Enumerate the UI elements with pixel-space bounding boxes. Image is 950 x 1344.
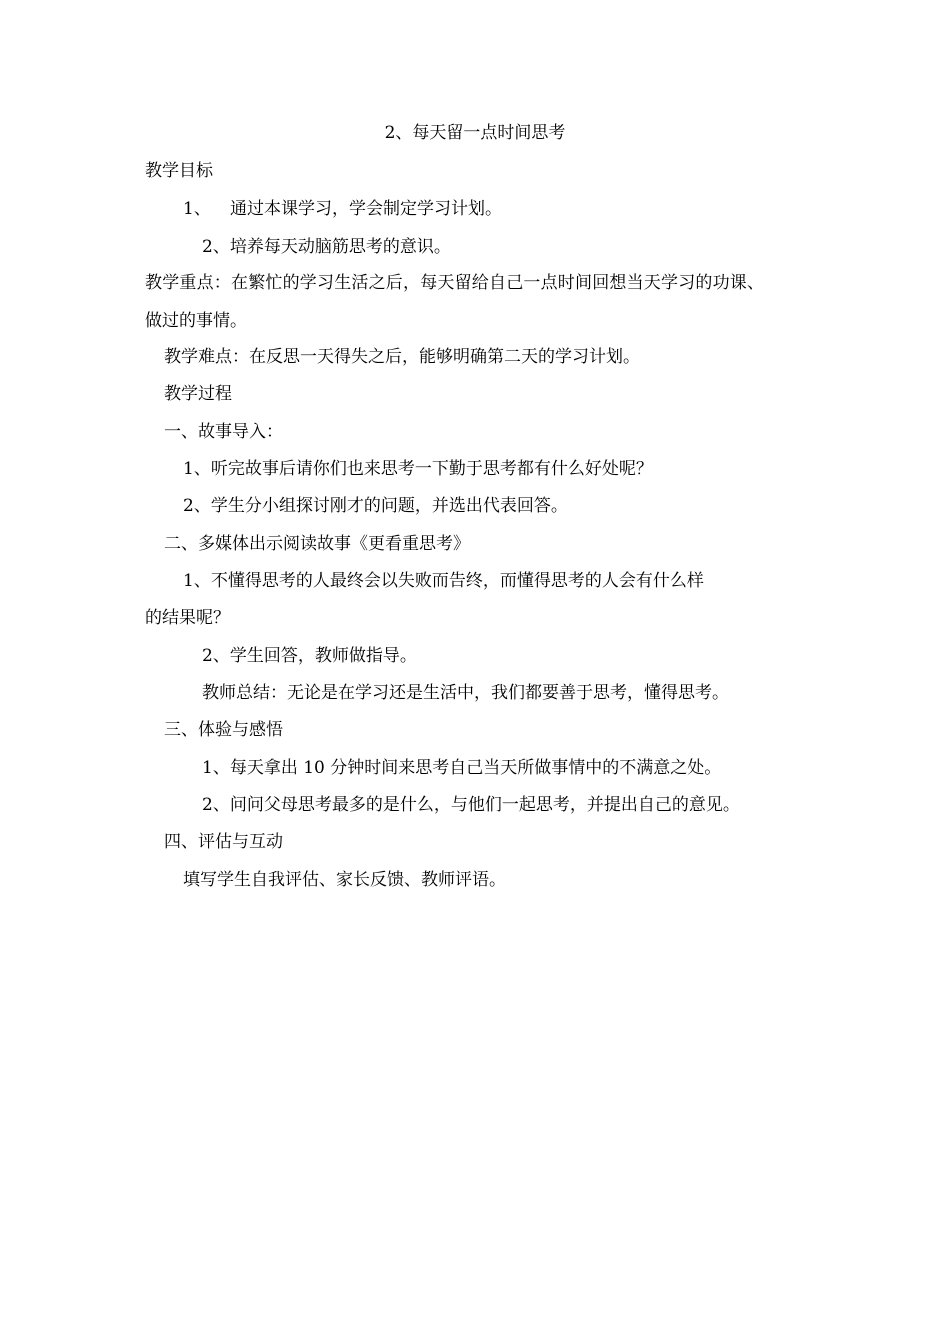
section-1-item-1: 1、听完故事后请你们也来思考一下勤于思考都有什么好处呢？ — [183, 459, 653, 479]
objective-2: 2、培养每天动脑筋思考的意识。 — [202, 237, 451, 257]
process-heading: 教学过程 — [164, 384, 232, 404]
objectives-heading: 教学目标 — [145, 161, 213, 181]
section-2-item-2: 2、学生回答，教师做指导。 — [202, 646, 417, 666]
section-4-text: 填写学生自我评估、家长反馈、教师评语。 — [183, 870, 506, 890]
key-point-line-1: 教学重点：在繁忙的学习生活之后，每天留给自己一点时间回想当天学习的功课、 — [145, 273, 765, 293]
section-3-heading: 三、体验与感悟 — [164, 720, 283, 740]
section-1-item-2: 2、学生分小组探讨刚才的问题，并选出代表回答。 — [183, 496, 568, 516]
document-title: 2、每天留一点时间思考 — [384, 123, 566, 143]
key-point-line-2: 做过的事情。 — [145, 311, 247, 331]
section-1-heading: 一、故事导入： — [164, 422, 283, 442]
section-2-item-1-line-2: 的结果呢？ — [145, 608, 230, 628]
section-2-summary: 教师总结：无论是在学习还是生活中，我们都要善于思考，懂得思考。 — [202, 683, 729, 703]
objective-1-text: 通过本课学习，学会制定学习计划。 — [230, 199, 502, 219]
section-2-heading: 二、多媒体出示阅读故事《更看重思考》 — [164, 534, 470, 554]
section-4-heading: 四、评估与互动 — [164, 832, 283, 852]
section-3-item-1: 1、每天拿出 10 分钟时间来思考自己当天所做事情中的不满意之处。 — [202, 758, 722, 778]
objective-1-number: 1、 — [183, 199, 211, 219]
difficulty-point: 教学难点：在反思一天得失之后，能够明确第二天的学习计划。 — [164, 347, 640, 367]
section-2-item-1-line-1: 1、不懂得思考的人最终会以失败而告终，而懂得思考的人会有什么样 — [183, 571, 704, 591]
section-3-item-2: 2、问问父母思考最多的是什么，与他们一起思考，并提出自己的意见。 — [202, 795, 740, 815]
